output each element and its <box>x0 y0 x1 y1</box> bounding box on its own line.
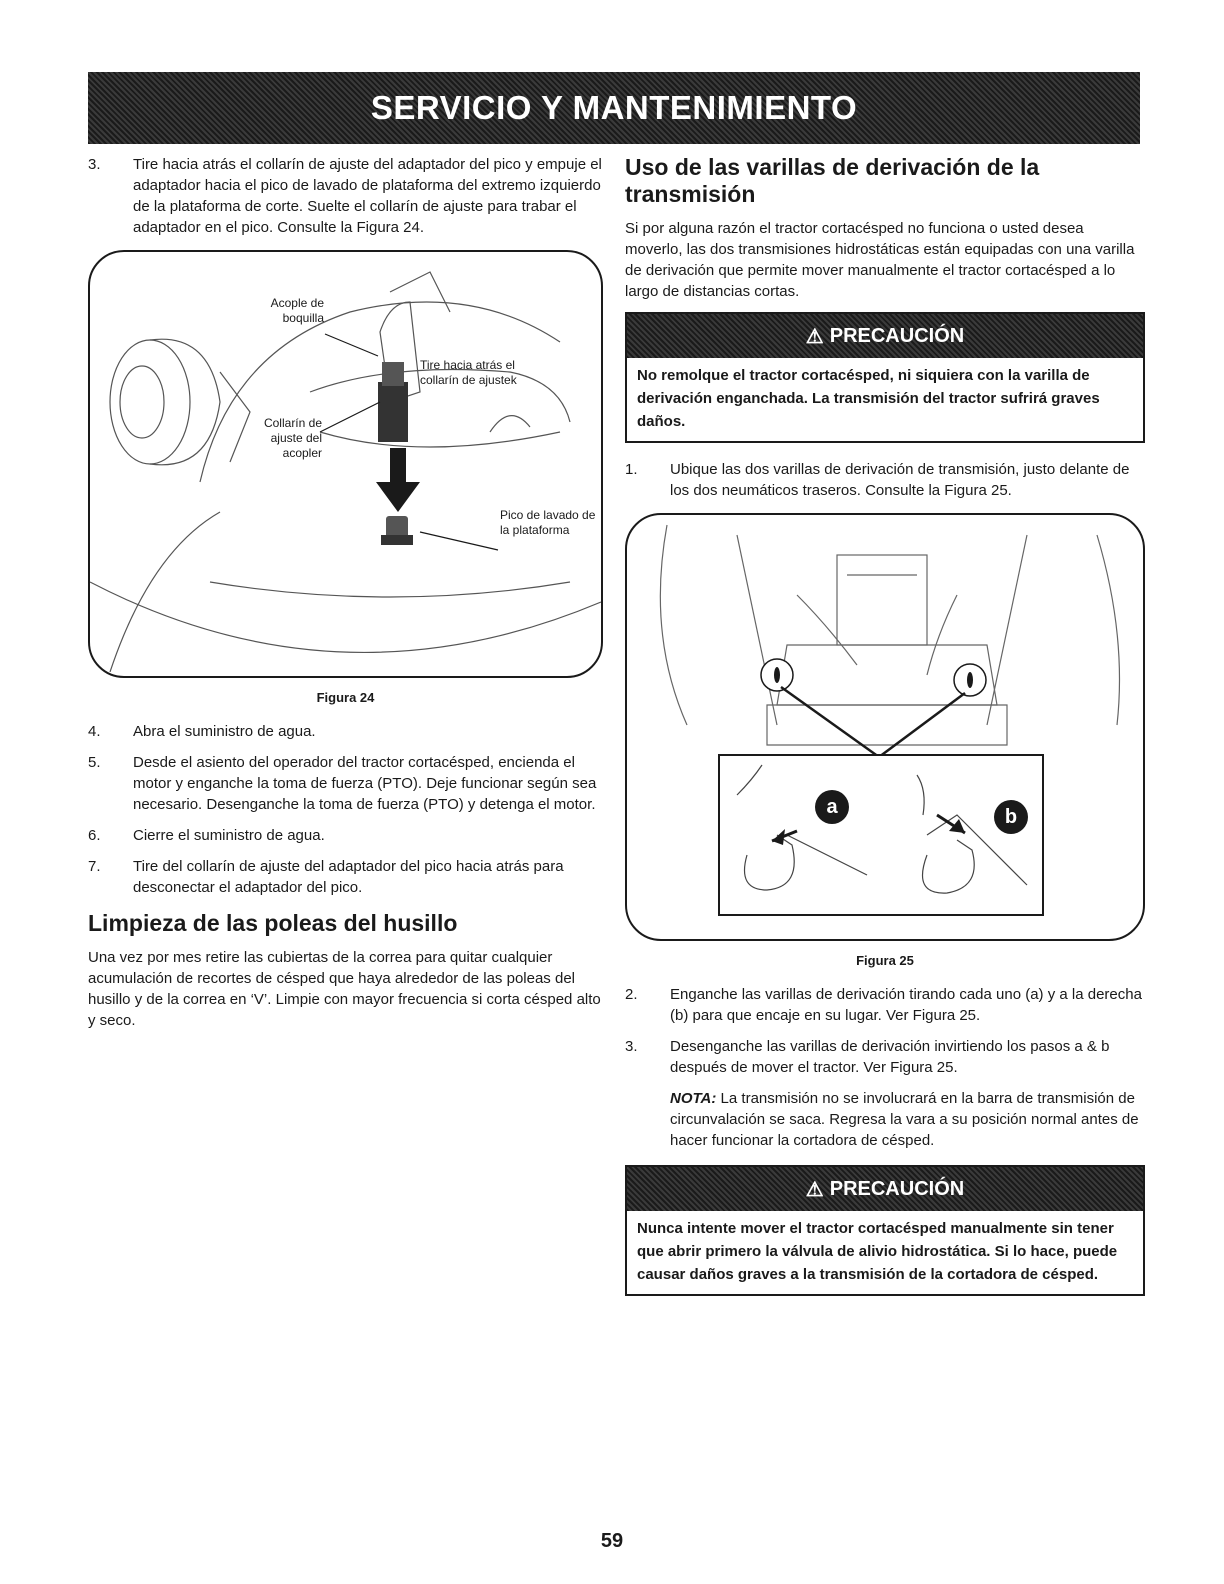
step-text: Desde el asiento del operador del tractor cortacésped, encienda el motor y enganche la toma de fuerza (PTO). Deje funcionar según sea necesario. Desenganche la toma de fuerza (PTO) y detenga el motor. <box>133 754 597 813</box>
figure-24 <box>88 250 603 678</box>
caution-header <box>627 314 1143 358</box>
step-number: 2. <box>625 986 638 1003</box>
step-6 <box>88 825 603 846</box>
step-number: 7. <box>88 858 101 875</box>
step-text: Abra el suministro de agua. <box>133 723 316 740</box>
step-text: Ubique las dos varillas de derivación de transmisión, justo delante de los dos neumáticos traseros. Consulte la Figura 25. <box>670 461 1130 499</box>
step-text: Tire hacia atrás el collarín de ajuste del adaptador del pico y empuje el adaptador hacia el pico de lavado de plataforma del extremo izquierdo de la plataforma de corte. Suelte el collarín de ajuste para trabar el adaptador en el pico. Consulte la Figura 24. <box>133 156 602 236</box>
step-2-right <box>625 984 1145 1026</box>
right-column <box>625 154 1145 1312</box>
step-1-right <box>625 459 1145 501</box>
step-number: 4. <box>88 723 101 740</box>
step-text: Tire del collarín de ajuste del adaptador del pico hacia atrás para desconectar el adaptador del pico. <box>133 858 564 896</box>
step-number: 3. <box>625 1038 638 1055</box>
step-number: 6. <box>88 827 101 844</box>
step-3-left <box>88 154 603 238</box>
figure-24-caption: Figura 24 <box>316 690 375 705</box>
caution-text: Nunca intente mover el tractor cortacésped manualmente sin tener que abrir primero la válvula de alivio hidrostática. Si lo hace, puede causar daños graves a la transmisión de la cortadora de césped. <box>637 1220 1118 1283</box>
pulley-text: Una vez por mes retire las cubiertas de la correa para quitar cualquier acumulación de recortes de césped que haya alrededor de las poleas del husillo y de la correa en ‘V’. Limpie con mayor frecuencia si corta césped alto y seco. <box>88 949 601 1029</box>
step-number: 3. <box>88 156 101 173</box>
caution-title: PRECAUCIÓN <box>829 1177 965 1200</box>
caution-title: PRECAUCIÓN <box>829 324 965 347</box>
figure-25-illustration <box>627 515 1143 935</box>
step-text: Enganche las varillas de derivación tirando cada uno (a) y a la derecha (b) para que encaje en su lugar. Ver Figura 25. <box>670 986 1142 1024</box>
page-number: 59 <box>600 1530 624 1552</box>
figure-24-illustration <box>90 252 601 672</box>
label-a: a <box>826 796 838 818</box>
bypass-heading: Uso de las varillas de derivación de la transmisión <box>625 154 1040 207</box>
section-banner <box>88 72 1140 144</box>
left-column <box>88 154 603 1041</box>
step-text: Desenganche las varillas de derivación invirtiendo los pasos a & b después de mover el tractor. Ver Figura 25. <box>670 1038 1110 1076</box>
step-number: 1. <box>625 461 638 478</box>
note-label: NOTA: <box>670 1090 717 1107</box>
label-pico: Pico de lavado de la plataforma <box>500 508 596 537</box>
caution-box-1 <box>625 312 1145 443</box>
label-acople: Acople de boquilla <box>270 296 324 325</box>
note-text: La transmisión no se involucrará en la barra de transmisión de circunvalación se saca. Regresa la vara a su posición normal antes de hacer funcionar la cortadora de césped. <box>670 1090 1139 1149</box>
step-text: Cierre el suministro de agua. <box>133 827 325 844</box>
label-b: b <box>1004 806 1018 828</box>
caution-text: No remolque el tractor cortacésped, ni siquiera con la varilla de derivación enganchada. La transmisión del tractor sufrirá graves daños. <box>637 367 1100 430</box>
label-tire: Tire hacia atrás el collarín de ajustek <box>420 358 517 387</box>
step-5 <box>88 752 603 815</box>
caution-box-2 <box>625 1165 1145 1296</box>
step-number: 5. <box>88 754 101 771</box>
figure-25-caption: Figura 25 <box>856 953 914 968</box>
warning-triangle-icon: ⚠ <box>805 325 824 348</box>
caution-header <box>627 1167 1143 1211</box>
pulley-heading: Limpieza de las poleas del husillo <box>88 910 458 936</box>
step-7 <box>88 856 603 898</box>
warning-triangle-icon: ⚠ <box>805 1178 824 1201</box>
step-4 <box>88 721 603 742</box>
figure-25 <box>625 513 1145 941</box>
page-title: SERVICIO Y MANTENIMIENTO <box>370 89 858 126</box>
bypass-intro: Si por alguna razón el tractor cortacésped no funciona o usted desea moverlo, las dos transmisiones hidrostáticas están equipadas con una varilla de derivación que permite mover manualmente el tractor cortacésped a lo largo de distancias cortas. <box>625 220 1135 300</box>
label-collarin: Collarín de ajuste del acopler <box>263 416 322 460</box>
note-paragraph <box>670 1088 1145 1151</box>
step-3-right <box>625 1036 1145 1078</box>
